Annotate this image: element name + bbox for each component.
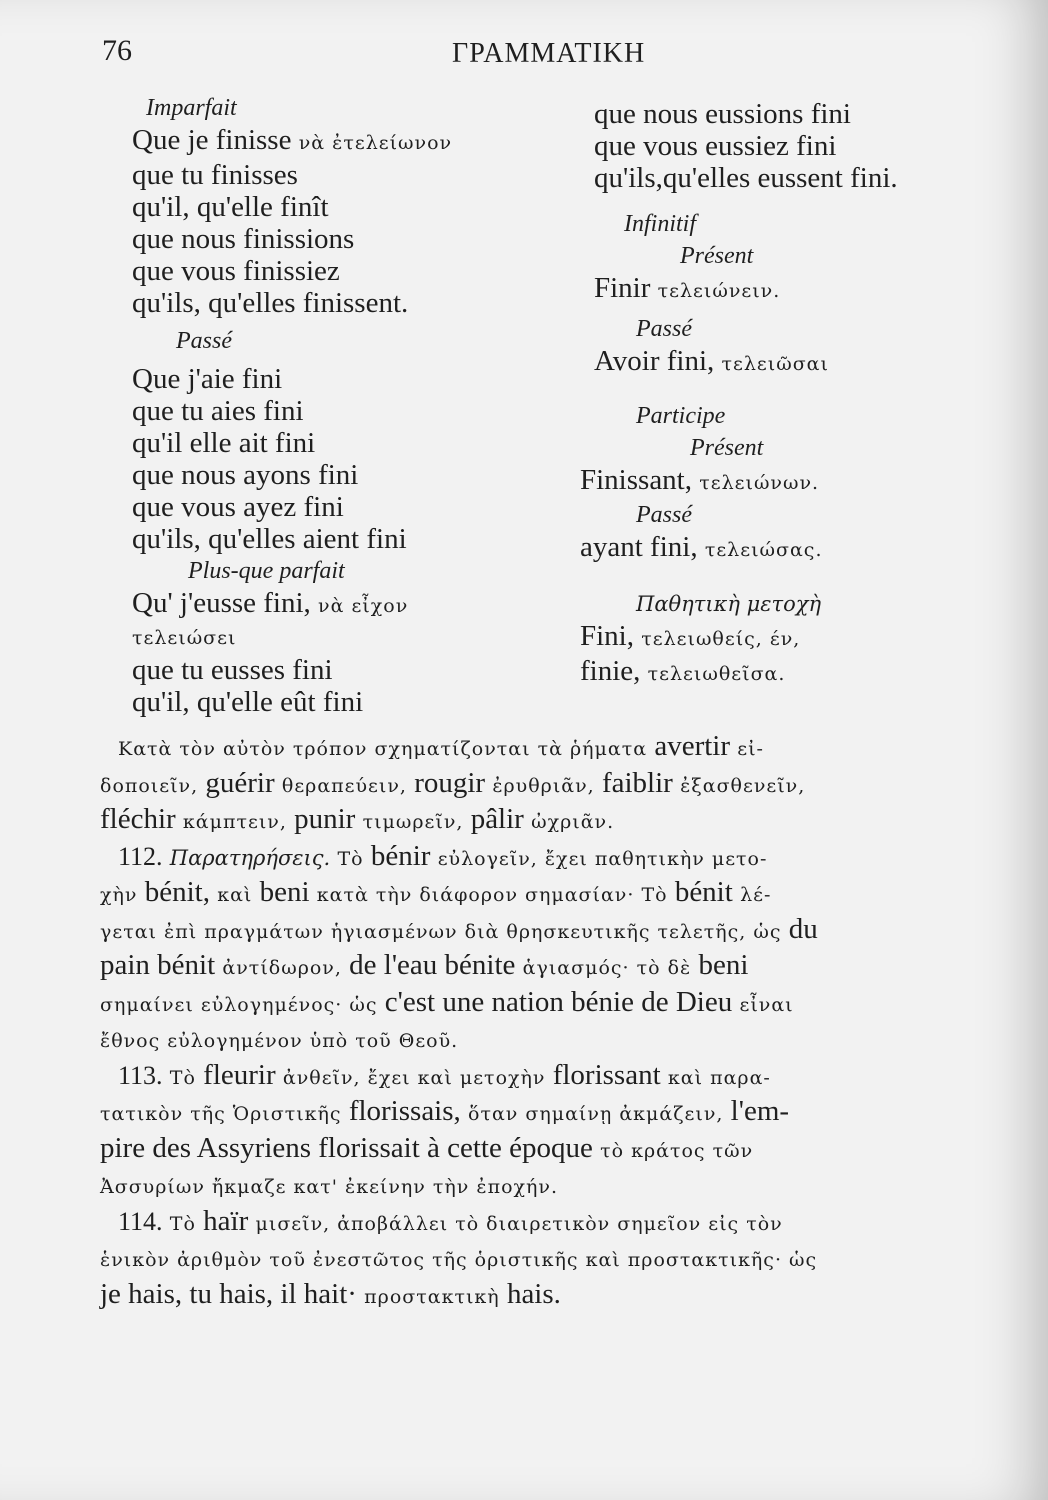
paragraph-line: pain bénit ἀντίδωρον, de l'eau bénite ἁγιασμός· τὸ δὲ beni [100,949,749,981]
conjugation-line: que vous eussiez fini [594,130,837,162]
greek-gloss: τελειώνειν. [657,280,781,302]
conjugation-line: qu'ils, qu'elles finissent. [132,287,409,319]
greek-gloss: τελειῶσαι [721,353,829,375]
participe-heading: Participe [636,403,726,429]
conjugation-line [580,655,1000,690]
conjugation-line: qu'il elle ait fini [132,427,316,459]
conjugation-line: qu'il, qu'elle eût fini [132,686,364,718]
paragraph-line: τατικὸν τῆς Ὁριστικῆς florissais, ὅταν σημαίνῃ ἀκμάζειν, l'em- [100,1095,790,1127]
french-form: Que je finisse [132,124,292,156]
conjugation-line: qu'ils,qu'elles eussent fini. [594,162,898,194]
greek-gloss: τελειώνων. [699,472,820,494]
conjugation-line: que tu aies fini [132,395,304,427]
conjugation-line [132,124,552,159]
conjugation-line: que tu eusses fini [132,654,333,686]
greek-gloss: τελειωθείς, έν, [641,628,801,650]
paragraph-line: δοποιεῖν, guérir θεραπεύειν, rougir ἐρυθριᾶν, faiblir ἐξασθενεῖν, [100,766,806,799]
section-title: Παρατηρήσεις. [169,845,331,870]
running-head: ΓΡΑΜΜΑΤΙΚΗ [452,38,646,69]
paragraph-line: ἑνικὸν ἀριθμὸν τοῦ ἐνεστῶτος τῆς ὁριστικῆς καὶ προστακτικῆς· ὡς [100,1249,818,1271]
right-column [580,98,1000,690]
page-number: 76 [102,34,132,67]
paragraph-line: 112. Παρατηρήσεις. Τὸ bénir εὐλογεῖν, ἔχει παθητικὴν μετο- [118,839,768,872]
section-number: 113. [118,1060,163,1090]
passe-heading: Passé [176,328,232,354]
passe-heading: Passé [636,502,692,528]
infinitif-heading: Infinitif [624,211,696,237]
imparfait-heading: Imparfait [146,95,237,121]
conjugation-line: que nous eussions fini [594,98,851,130]
paragraph-line: ἔθνος εὐλογημένον ὑπὸ τοῦ Θεοῦ. [100,1030,459,1052]
paragraph-line: fléchir κάμπτειν, punir τιμωρεῖν, pâlir ὠχριᾶν. [100,803,615,835]
section-number: 112. [118,841,163,871]
french-form: Qu' j'eusse fini, [132,587,311,619]
conjugation-line: qu'ils, qu'elles aient fini [132,523,407,555]
plus-que-parfait-heading: Plus-que parfait [188,558,345,584]
paragraph-line: 114. Τὸ haïr μισεῖν, ἀποβάλλει τὸ διαιρετικὸν σημεῖον εἰς τὸν [118,1204,783,1237]
conjugation-line [132,587,552,622]
conjugation-line: que nous ayons fini [132,459,359,491]
french-form: Fini, [580,620,634,652]
french-form: Finir [594,272,651,304]
conjugation-line: qu'il, qu'elle finît [132,191,329,223]
conjugation-line [580,345,1000,380]
present-heading: Présent [680,243,754,269]
paragraph-line: Κατὰ τὸν αὐτὸν τρόπον σχηματίζονται τὰ ῥήματα avertir εἰ- [118,730,764,762]
conjugation-line: que vous finissiez [132,255,340,287]
french-form: Avoir fini, [594,345,715,377]
conjugation-line [580,620,1000,655]
pathetiki-metochi-heading: Παθητικὴ μετοχὴ [636,592,822,616]
paragraph-line: 113. Τὸ fleurir ἀνθεῖν, ἔχει καὶ μετοχὴν florissant καὶ παρα- [118,1058,771,1091]
paragraph-line: Ἀσσυρίων ἤκμαζε κατ' ἐκείνην τὴν ἐποχήν. [100,1176,558,1198]
present-heading: Présent [690,435,764,461]
paragraph-line: γεται ἐπὶ πραγμάτων ἡγιασμένων διὰ θρησκευτικῆς τελετῆς, ὡς du [100,912,818,945]
greek-gloss: τελειώσας. [704,539,823,561]
greek-gloss: νὰ ἐτελείωνον [298,132,453,154]
paragraph-line: je hais, tu hais, il hait· προστακτικὴ hais. [100,1277,561,1310]
greek-gloss: νὰ εἶχον [318,595,409,617]
section-number: 114. [118,1206,163,1236]
conjugation-line [580,531,1000,566]
french-form: Finissant, [580,464,692,496]
greek-gloss: τελειωθεῖσα. [647,663,786,685]
paragraph-line: σημαίνει εὐλογημένος· ὡς c'est une nation bénie de Dieu εἶναι [100,985,794,1018]
paragraph-line: χὴν bénit, καὶ beni κατὰ τὴν διάφορον σημασίαν· Τὸ bénit λέ- [100,876,772,908]
conjugation-line [580,464,1000,499]
french-form: ayant fini, [580,531,698,563]
passe-heading: Passé [636,316,692,342]
conjugation-line [580,272,1000,307]
conjugation-line: que vous ayez fini [132,491,344,523]
left-column [132,92,552,718]
french-form: finie, [580,655,641,687]
greek-gloss: τελειώσει [132,627,237,649]
body-text [100,730,990,1314]
paragraph-line: pire des Assyriens florissait à cette époque τὸ κράτος τῶν [100,1131,754,1164]
conjugation-line: que tu finisses [132,159,298,191]
conjugation-line: Que j'aie fini [132,363,283,395]
conjugation-line: que nous finissions [132,223,355,255]
